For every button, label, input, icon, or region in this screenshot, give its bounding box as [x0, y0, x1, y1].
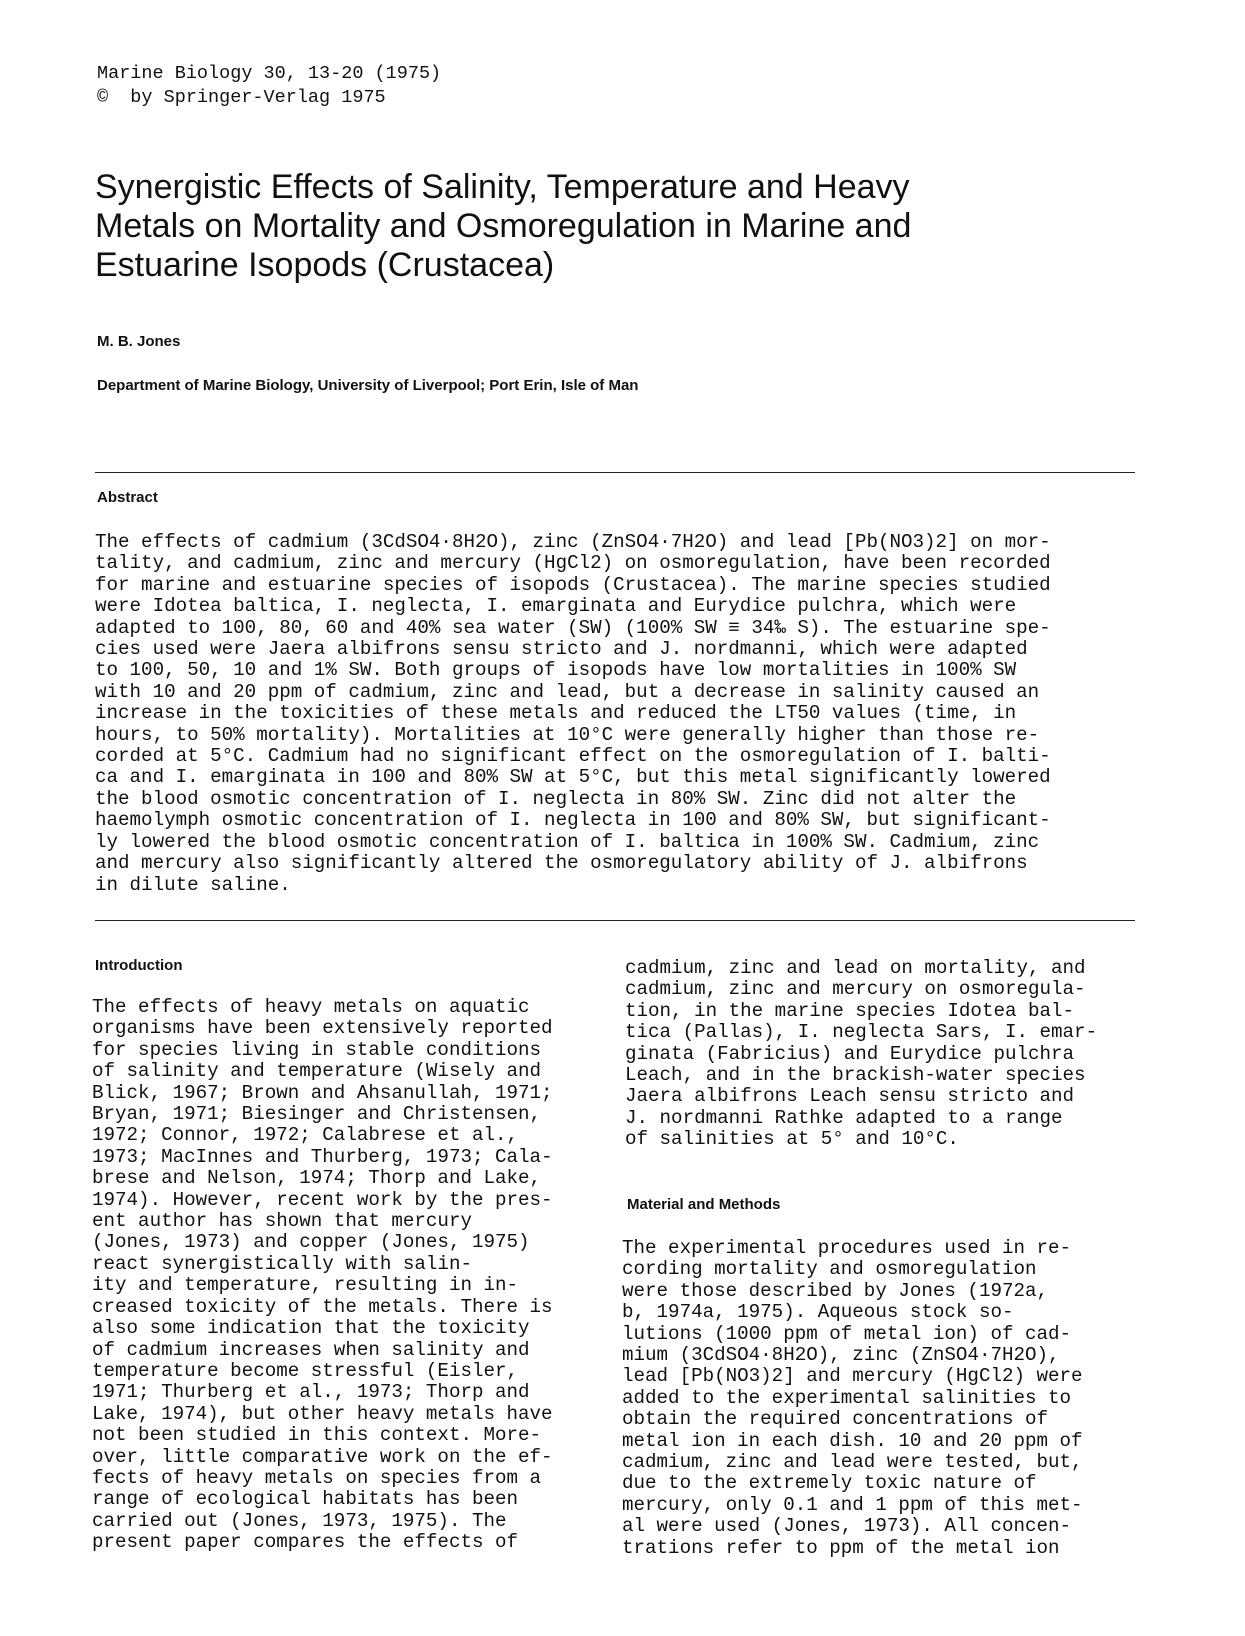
text-line: for marine and estuarine species of isopods (Crustacea). The marine species studied	[95, 573, 1051, 596]
text-line: react synergistically with salin-	[92, 1252, 472, 1275]
text-line: temperature become stressful (Eisler,	[92, 1359, 519, 1382]
abstract-body	[95, 532, 1051, 896]
introduction-heading: Introduction	[95, 957, 183, 974]
title-line: Estuarine Isopods (Crustacea)	[95, 246, 555, 284]
text-line: The effects of heavy metals on aquatic	[92, 996, 530, 1018]
text-line: over, little comparative work on the ef-	[92, 1445, 553, 1468]
author-affiliation: Department of Marine Biology, University of Liverpool; Port Erin, Isle of Man	[97, 377, 639, 394]
text-line: cadmium, zinc and lead were tested, but,	[622, 1451, 1083, 1474]
text-line: cadmium, zinc and lead on mortality, and	[625, 957, 1086, 979]
author-name: M. B. Jones	[97, 333, 181, 350]
text-line: of salinities at 5° and 10°C.	[625, 1128, 959, 1151]
text-line: haemolymph osmotic concentration of I. neglecta in 100 and 80% SW, but significant-	[95, 809, 1051, 832]
text-line: due to the extremely toxic nature of	[622, 1472, 1037, 1495]
text-line: al were used (Jones, 1973). All concen-	[622, 1515, 1072, 1538]
text-line: corded at 5°C. Cadmium had no significant effect on the osmoregulation of I. balti-	[95, 745, 1051, 768]
introduction-continued	[625, 958, 1097, 1151]
paper-title	[95, 168, 1055, 285]
text-line: mercury, only 0.1 and 1 ppm of this met-	[622, 1493, 1083, 1516]
citation-block	[97, 62, 441, 110]
methods-body	[622, 1238, 1083, 1559]
text-line: cording mortality and osmoregulation	[622, 1258, 1037, 1281]
text-line: ly lowered the blood osmotic concentration of I. baltica in 100% SW. Cadmium, zinc	[95, 830, 1040, 853]
text-line: and mercury also significantly altered the osmoregulatory ability of J. albifrons	[95, 852, 1028, 875]
text-line: present paper compares the effects of	[92, 1531, 519, 1554]
methods-heading: Material and Methods	[627, 1196, 781, 1213]
text-line: obtain the required concentrations of	[622, 1408, 1049, 1431]
text-line: creased toxicity of the metals. There is	[92, 1295, 553, 1318]
text-line: tality, and cadmium, zinc and mercury (HgCl2) on osmoregulation, have been recorded	[95, 552, 1051, 575]
text-line: lutions (1000 ppm of metal ion) of cad-	[622, 1322, 1072, 1345]
divider-bottom	[95, 920, 1135, 921]
text-line: for species living in stable conditions	[92, 1038, 542, 1061]
text-line: hours, to 50% mortality). Mortalities at 10°C were generally higher than those re-	[95, 723, 1040, 746]
text-line: (Jones, 1973) and copper (Jones, 1975)	[92, 1231, 530, 1254]
text-line: added to the experimental salinities to	[622, 1386, 1072, 1409]
text-line: ity and temperature, resulting in in-	[92, 1274, 519, 1297]
text-line: cadmium, zinc and mercury on osmoregula-	[625, 978, 1086, 1001]
copyright-line: © by Springer-Verlag 1975	[97, 87, 386, 108]
text-line: of cadmium increases when salinity and	[92, 1338, 530, 1361]
text-line: fects of heavy metals on species from a	[92, 1466, 542, 1489]
text-line: cies used were Jaera albifrons sensu stricto and J. nordmanni, which were adapted	[95, 638, 1028, 661]
text-line: ent author has shown that mercury	[92, 1210, 472, 1233]
text-line: the blood osmotic concentration of I. neglecta in 80% SW. Zinc did not alter the	[95, 787, 1017, 810]
text-line: b, 1974a, 1975). Aqueous stock so-	[622, 1301, 1014, 1324]
text-line: in dilute saline.	[95, 873, 291, 896]
text-line: trations refer to ppm of the metal ion	[622, 1536, 1060, 1559]
text-line: of salinity and temperature (Wisely and	[92, 1060, 542, 1083]
text-line: The experimental procedures used in re-	[622, 1237, 1072, 1259]
text-line: Lake, 1974), but other heavy metals have	[92, 1402, 553, 1425]
title-line: Metals on Mortality and Osmoregulation in Marine and	[95, 207, 912, 245]
text-line: 1973; MacInnes and Thurberg, 1973; Cala-	[92, 1145, 553, 1168]
text-line: range of ecological habitats has been	[92, 1488, 519, 1511]
text-line: tion, in the marine species Idotea bal-	[625, 999, 1075, 1022]
text-line: not been studied in this context. More-	[92, 1424, 542, 1447]
text-line: adapted to 100, 80, 60 and 40% sea water (SW) (100% SW ≡ 34‰ S). The estuarine spe-	[95, 616, 1051, 639]
text-line: with 10 and 20 ppm of cadmium, zinc and lead, but a decrease in salinity caused an	[95, 680, 1040, 703]
text-line: Blick, 1967; Brown and Ahsanullah, 1971;	[92, 1081, 553, 1104]
text-line: also some indication that the toxicity	[92, 1317, 530, 1340]
text-line: metal ion in each dish. 10 and 20 ppm of	[622, 1429, 1083, 1452]
abstract-heading: Abstract	[97, 489, 158, 506]
text-line: ginata (Fabricius) and Eurydice pulchra	[625, 1042, 1075, 1065]
text-line: brese and Nelson, 1974; Thorp and Lake,	[92, 1167, 542, 1190]
text-line: 1972; Connor, 1972; Calabrese et al.,	[92, 1124, 519, 1147]
text-line: carried out (Jones, 1973, 1975). The	[92, 1509, 507, 1532]
text-line: were those described by Jones (1972a,	[622, 1279, 1049, 1302]
text-line: increase in the toxicities of these metals and reduced the LT50 values (time, in	[95, 702, 1017, 725]
text-line: lead [Pb(NO3)2] and mercury (HgCl2) were	[622, 1365, 1083, 1388]
text-line: organisms have been extensively reported	[92, 1017, 553, 1040]
text-line: J. nordmanni Rathke adapted to a range	[625, 1106, 1063, 1129]
text-line: were Idotea baltica, I. neglecta, I. emarginata and Eurydice pulchra, which were	[95, 595, 1017, 618]
text-line: Bryan, 1971; Biesinger and Christensen,	[92, 1103, 542, 1126]
divider-top	[95, 472, 1135, 473]
text-line: to 100, 50, 10 and 1% SW. Both groups of isopods have low mortalities in 100% SW	[95, 659, 1017, 682]
text-line: Leach, and in the brackish-water species	[625, 1064, 1086, 1087]
text-line: ca and I. emarginata in 100 and 80% SW at 5°C, but this metal significantly lowered	[95, 766, 1051, 789]
text-line: Jaera albifrons Leach sensu stricto and	[625, 1085, 1075, 1108]
text-line: 1971; Thurberg et al., 1973; Thorp and	[92, 1381, 530, 1404]
text-line: tica (Pallas), I. neglecta Sars, I. emar-	[625, 1021, 1098, 1044]
introduction-body	[92, 997, 553, 1554]
text-line: mium (3CdSO4·8H2O), zinc (ZnSO4·7H2O),	[622, 1344, 1060, 1367]
text-line: 1974). However, recent work by the pres-	[92, 1188, 553, 1211]
journal-citation: Marine Biology 30, 13-20 (1975)	[97, 63, 442, 84]
title-line: Synergistic Effects of Salinity, Temperature and Heavy	[95, 168, 910, 206]
text-line: The effects of cadmium (3CdSO4·8H2O), zinc (ZnSO4·7H2O) and lead [Pb(NO3)2] on mor-	[95, 531, 1051, 553]
